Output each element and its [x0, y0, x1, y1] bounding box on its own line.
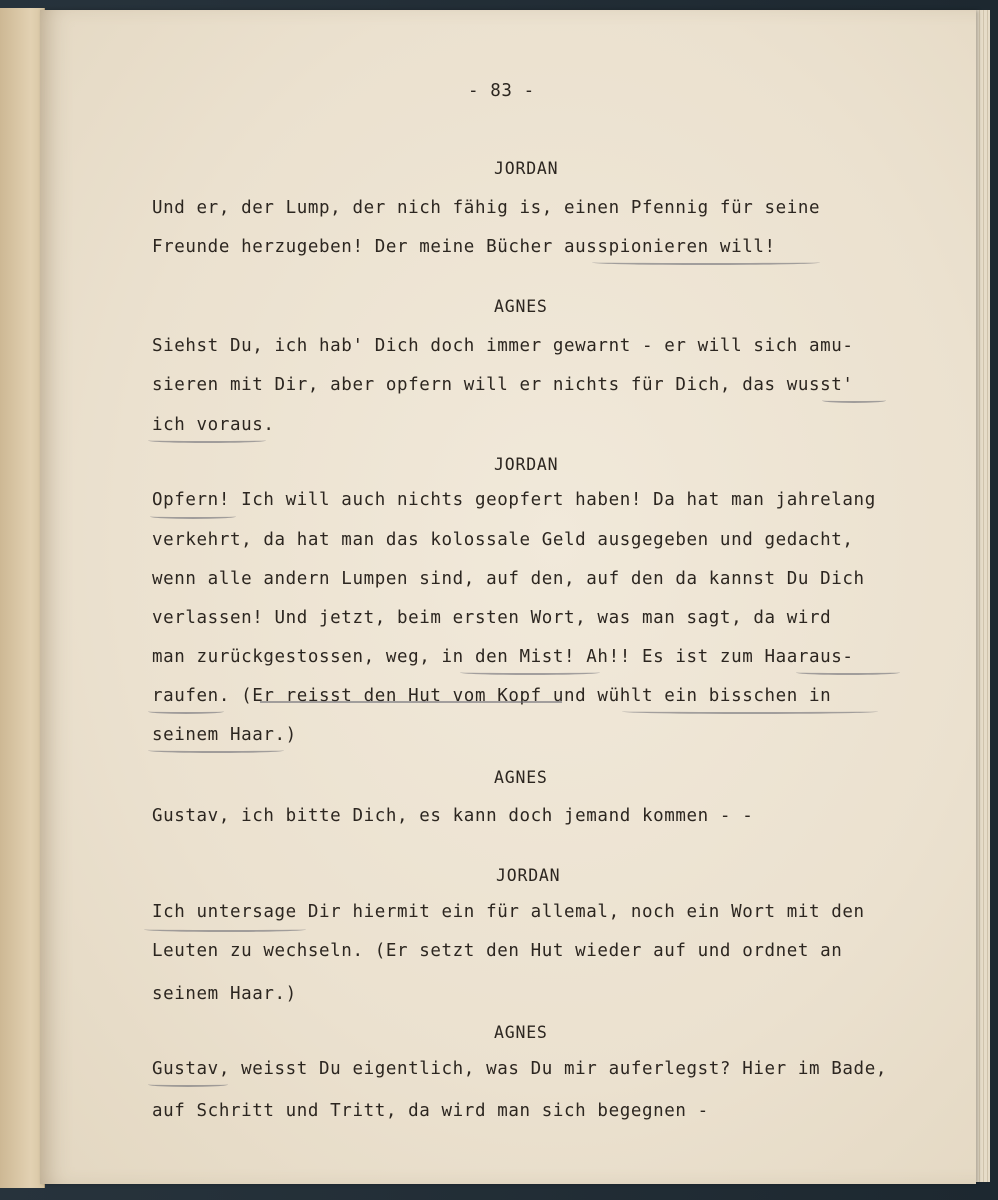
- pencil-underline: [822, 398, 886, 403]
- pencil-underline: [796, 670, 900, 675]
- speaker-name: AGNES: [494, 768, 548, 787]
- previous-page-edge: [0, 8, 45, 1188]
- typescript-page: [40, 10, 976, 1184]
- pencil-strikethrough: [260, 698, 562, 703]
- pencil-underline: [148, 438, 266, 443]
- speaker-name: JORDAN: [494, 159, 559, 178]
- pencil-underline: [144, 927, 306, 932]
- dialogue-line: Ich untersage Dir hiermit ein für allemal, noch ein Wort mit den: [152, 902, 865, 922]
- dialogue-line: Siehst Du, ich hab' Dich doch immer gewarnt - er will sich amu-: [152, 336, 854, 356]
- pencil-underline: [148, 748, 284, 753]
- pencil-underline: [150, 514, 236, 519]
- dialogue-line: wenn alle andern Lumpen sind, auf den, auf den da kannst Du Dich: [152, 569, 865, 589]
- speaker-name: JORDAN: [496, 866, 561, 885]
- dialogue-line: Gustav, ich bitte Dich, es kann doch jemand kommen - -: [152, 806, 754, 826]
- dialogue-line: Freunde herzugeben! Der meine Bücher ausspionieren will!: [152, 237, 776, 257]
- dialogue-line: man zurückgestossen, weg, in den Mist! Ah!! Es ist zum Haaraus-: [152, 647, 854, 667]
- speaker-name: JORDAN: [494, 455, 559, 474]
- pencil-underline: [148, 1082, 228, 1087]
- dialogue-line: seinem Haar.): [152, 984, 297, 1004]
- dialogue-line: auf Schritt und Tritt, da wird man sich begegnen -: [152, 1101, 709, 1121]
- dialogue-line: ich voraus.: [152, 415, 275, 435]
- speaker-name: AGNES: [494, 297, 548, 316]
- speaker-name: AGNES: [494, 1023, 548, 1042]
- dialogue-line: Leuten zu wechseln. (Er setzt den Hut wieder auf und ordnet an: [152, 941, 843, 961]
- pencil-underline: [460, 670, 600, 675]
- pencil-underline: [622, 709, 878, 714]
- dialogue-line: verlassen! Und jetzt, beim ersten Wort, was man sagt, da wird: [152, 608, 832, 628]
- page-number: - 83 -: [468, 81, 535, 101]
- pencil-underline: [592, 260, 820, 265]
- dialogue-line: Opfern! Ich will auch nichts geopfert haben! Da hat man jahrelang: [152, 490, 876, 510]
- dialogue-line: raufen. (Er reisst den Hut vom Kopf und wühlt ein bisschen in: [152, 686, 832, 706]
- dialogue-line: verkehrt, da hat man das kolossale Geld ausgegeben und gedacht,: [152, 530, 854, 550]
- dialogue-line: Und er, der Lump, der nich fähig is, einen Pfennig für seine: [152, 198, 821, 218]
- dialogue-line: sieren mit Dir, aber opfern will er nichts für Dich, das wusst': [152, 375, 854, 395]
- dialogue-line: seinem Haar.): [152, 725, 297, 745]
- dialogue-line: Gustav, weisst Du eigentlich, was Du mir auferlegst? Hier im Bade,: [152, 1059, 887, 1079]
- pencil-underline: [148, 709, 224, 714]
